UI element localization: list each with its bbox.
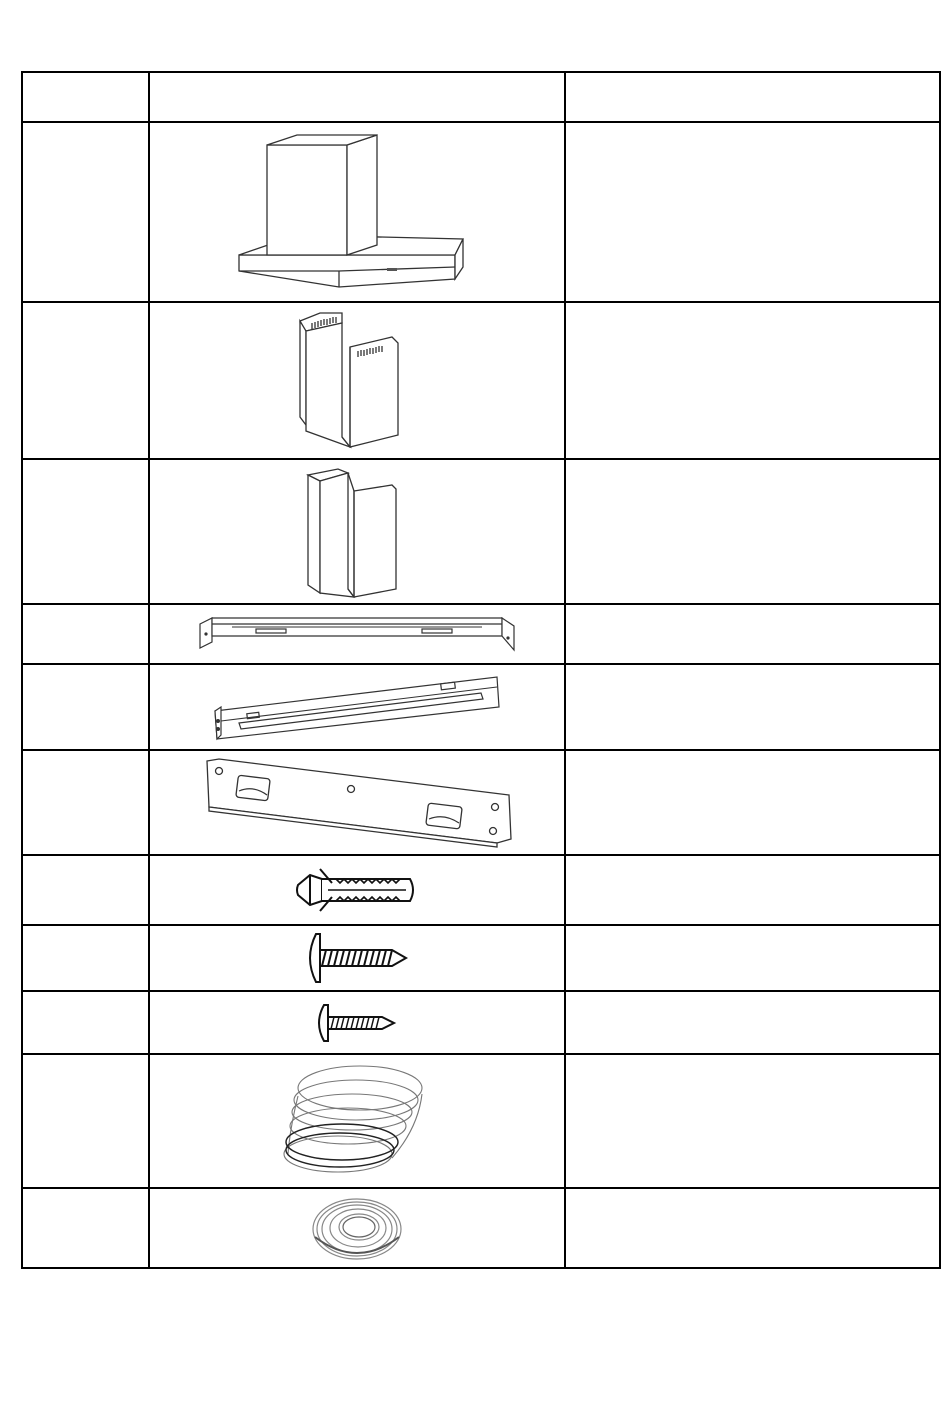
row-description-cell bbox=[565, 750, 940, 855]
table-row bbox=[22, 750, 940, 855]
cooker-hood-icon bbox=[227, 127, 487, 297]
wall-mounting-plate-icon bbox=[197, 755, 517, 851]
row-description-cell bbox=[565, 302, 940, 459]
row-number-cell bbox=[22, 122, 149, 302]
duct-adaptor-ring-icon bbox=[307, 1193, 407, 1263]
row-description-cell bbox=[565, 459, 940, 604]
row-description-cell bbox=[565, 604, 940, 664]
row-image-cell bbox=[149, 991, 565, 1054]
row-number-cell bbox=[22, 459, 149, 604]
row-image-cell bbox=[149, 925, 565, 991]
row-number-cell bbox=[22, 604, 149, 664]
row-image-cell bbox=[149, 664, 565, 750]
row-number-cell bbox=[22, 302, 149, 459]
row-description-cell bbox=[565, 991, 940, 1054]
row-number-cell bbox=[22, 991, 149, 1054]
row-number-cell bbox=[22, 1054, 149, 1188]
table-row bbox=[22, 1188, 940, 1268]
chimney-bracket-icon bbox=[192, 612, 522, 656]
table-row bbox=[22, 122, 940, 302]
small-screw-icon bbox=[312, 1001, 402, 1045]
row-description-cell bbox=[565, 122, 940, 302]
parts-table bbox=[21, 71, 941, 1269]
row-number-cell bbox=[22, 925, 149, 991]
row-description-cell bbox=[565, 1054, 940, 1188]
upper-chimney-cover-icon bbox=[282, 307, 432, 455]
flexible-duct-icon bbox=[282, 1058, 432, 1184]
row-number-cell bbox=[22, 855, 149, 925]
table-row bbox=[22, 604, 940, 664]
row-number-cell bbox=[22, 1188, 149, 1268]
table-row bbox=[22, 302, 940, 459]
wall-plug-icon bbox=[292, 865, 422, 915]
large-screw-icon bbox=[302, 930, 412, 986]
row-image-cell bbox=[149, 1188, 565, 1268]
header-col-part bbox=[149, 72, 565, 122]
row-image-cell bbox=[149, 1054, 565, 1188]
lower-chimney-cover-icon bbox=[292, 463, 422, 601]
row-image-cell bbox=[149, 604, 565, 664]
table-row bbox=[22, 925, 940, 991]
row-description-cell bbox=[565, 855, 940, 925]
header-col-description bbox=[565, 72, 940, 122]
header-col-number bbox=[22, 72, 149, 122]
row-image-cell bbox=[149, 122, 565, 302]
row-image-cell bbox=[149, 750, 565, 855]
table-header-row bbox=[22, 72, 940, 122]
row-description-cell bbox=[565, 925, 940, 991]
table-row bbox=[22, 1054, 940, 1188]
row-number-cell bbox=[22, 664, 149, 750]
row-description-cell bbox=[565, 1188, 940, 1268]
table-row bbox=[22, 459, 940, 604]
table-row bbox=[22, 855, 940, 925]
row-image-cell bbox=[149, 855, 565, 925]
row-description-cell bbox=[565, 664, 940, 750]
row-number-cell bbox=[22, 750, 149, 855]
row-image-cell bbox=[149, 302, 565, 459]
adjustable-bracket-icon bbox=[207, 667, 507, 747]
table-row bbox=[22, 991, 940, 1054]
table-row bbox=[22, 664, 940, 750]
row-image-cell bbox=[149, 459, 565, 604]
